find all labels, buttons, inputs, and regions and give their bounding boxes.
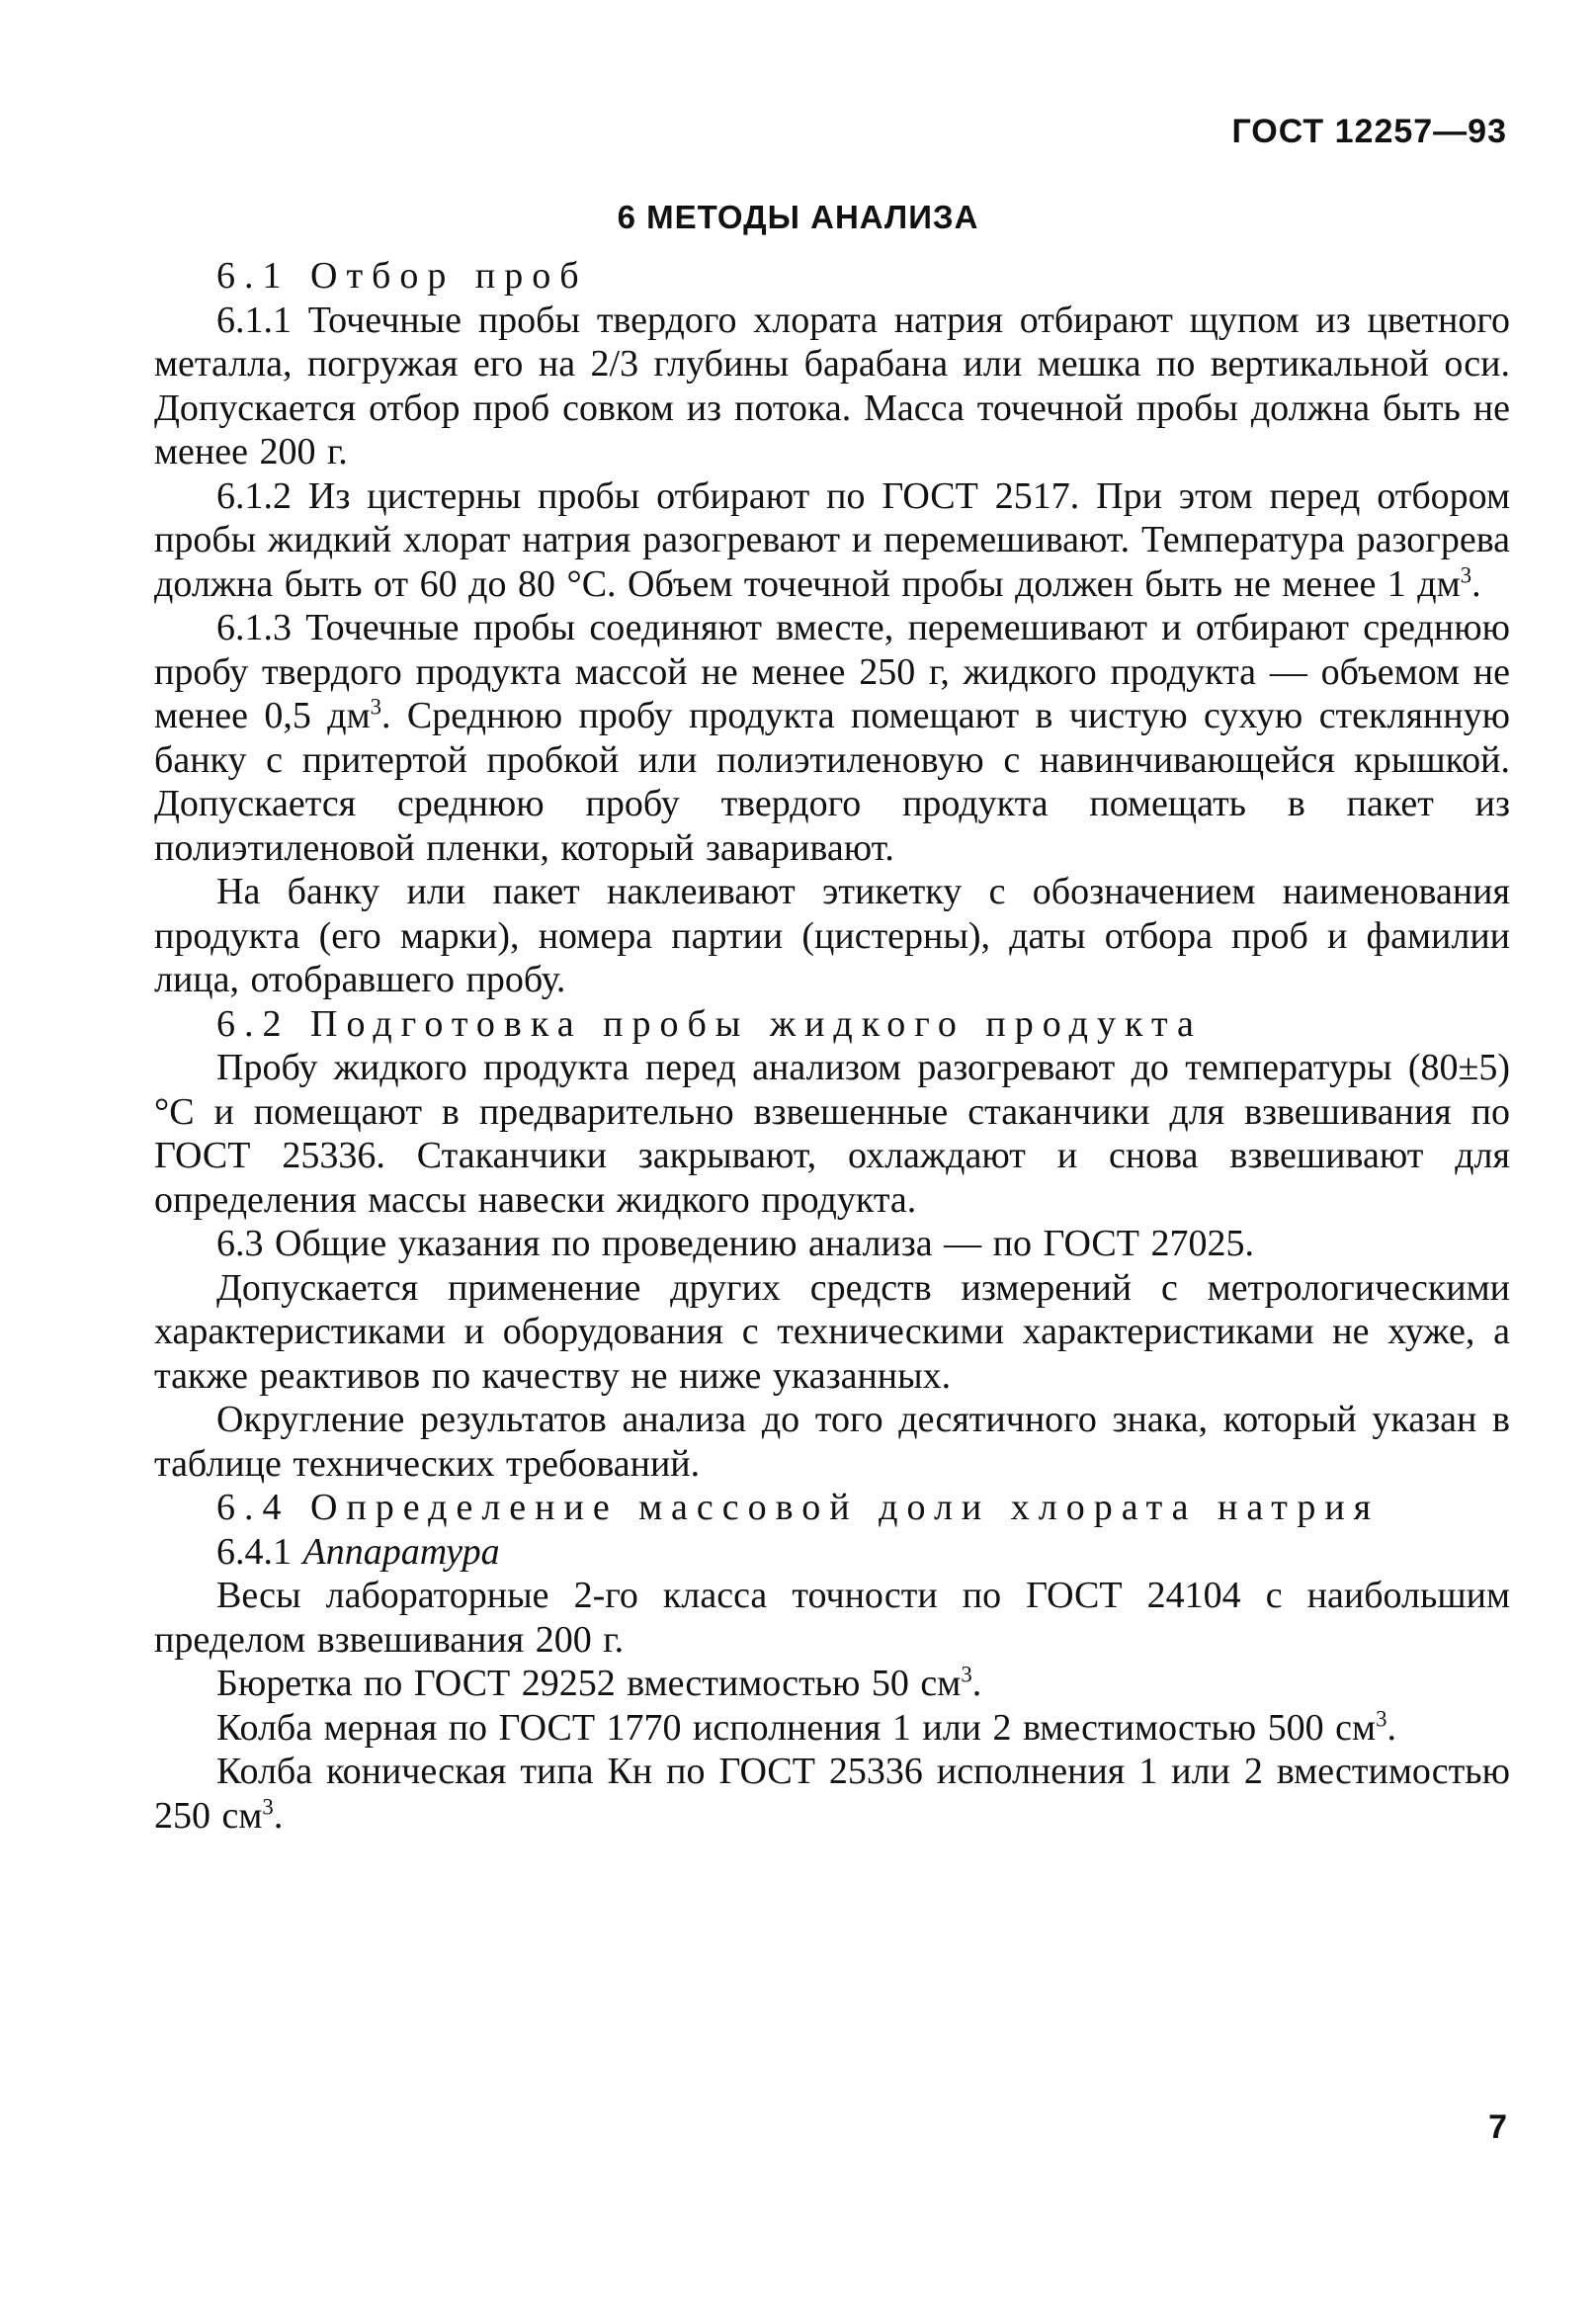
section-title: 6 МЕТОДЫ АНАЛИЗА [617,199,979,235]
paragraph-volumetric-flask-end: . [1386,1706,1396,1749]
subsection-6-1-heading: 6.1 Отбор проб [216,255,588,297]
paragraph-6-1-3 [154,606,1510,870]
paragraph-6-1-2-end: . [1471,562,1481,605]
paragraph-conical-flask [154,1750,1510,1838]
superscript: 3 [1460,561,1472,587]
superscript: 3 [262,1793,274,1819]
paragraph-6-2: Пробу жидкого продукта перед анализом разогревают до температуры (80±5) °С и помещают в предварительно взвешенные стаканчики для взвешивания по ГОСТ 25336. Стаканчики закрывают, охлаждают и снова взвешивают для определения массы навески жидкого продукта. [154,1047,1510,1221]
paragraph-burette-text: Бюретка по ГОСТ 29252 вместимостью 50 см [216,1663,962,1704]
paragraph-scales: Весы лабораторные 2-го класса точности по ГОСТ 24104 с наибольшим пределом взвешивания 200 г. [154,1575,1510,1661]
superscript: 3 [1376,1705,1387,1731]
superscript: 3 [370,694,382,720]
document-body [154,254,1510,1838]
paragraph-label: На банку или пакет наклеивают этикетку с обозначением наименования продукта (его марки), номера партии (цистерны), даты отбора проб и фамилии лица, отобравшего пробу. [154,871,1510,1000]
subsection-6-4-1-heading [154,1530,1510,1575]
paragraph-volumetric-flask [154,1706,1510,1751]
paragraph-burette [154,1662,1510,1706]
subsection-6-4-1-number: 6.4.1 [216,1530,303,1573]
paragraph-6-3: 6.3 Общие указания по проведению анализа — по ГОСТ 27025. [216,1223,1254,1264]
paragraph-6-1-1: 6.1.1 Точечные пробы твердого хлората натрия отбирают щупом из цветного металла, погружая его на 2/3 глубины барабана или мешка по вертикальной оси. Допускается отбор проб совком из потока. Масса точечной пробы должна быть не менее 200 г. [154,299,1510,472]
paragraph-burette-end: . [971,1663,982,1704]
paragraph-6-1-3-text-b: . Среднюю пробу продукта помещают в чистую сухую стеклянную банку с притертой пробкой или полиэтиленовую с навинчивающейся крышкой. Допускается среднюю пробу твердого продукта помещать в пакет из полиэтиленовой пленки, который заваривают. [154,695,1510,869]
standard-header: ГОСТ 12257—93 [1231,113,1507,150]
paragraph-6-1-2-text: 6.1.2 Из цистерны пробы отбирают по ГОСТ 2517. При этом перед отбором пробы жидкий хлорат натрия разогревают и перемешивают. Температура разогрева должна быть от 60 до 80 °С. Объем точечной пробы должен быть не менее 1 дм [154,474,1510,605]
paragraph-6-3-alternatives: Допускается применение других средств измерений с метрологическими характеристиками и оборудования с техническими характеристиками не хуже, а также реактивов по качеству не ниже указанных. [154,1266,1510,1397]
paragraph-6-1-3-text-a: 6.1.3 Точечные пробы соединяют вместе, перемешивают и отбирают среднюю пробу твердого продукта массой не менее 250 г, жидкого продукта — объемом не менее 0,5 дм [154,607,1510,736]
paragraph-volumetric-flask-text: Колба мерная по ГОСТ 1770 исполнения 1 или 2 вместимостью 500 см [216,1706,1377,1749]
subsection-6-2-heading: 6.2 Подготовка пробы жидкого продукта [216,1002,1203,1045]
paragraph-6-1-2 [154,474,1510,607]
paragraph-6-3-rounding: Округление результатов анализа до того десятичного знака, который указан в таблице технических требований. [154,1399,1510,1485]
subsection-6-4-1-title: Аппаратура [302,1530,500,1573]
paragraph-conical-flask-end: . [273,1794,284,1837]
paragraph-conical-flask-text: Колба коническая типа Кн по ГОСТ 25336 исполнения 1 или 2 вместимостью 250 см [154,1751,1510,1837]
subsection-6-4-heading: 6.4 Определение массовой доли хлората натрия [216,1487,1381,1528]
superscript: 3 [961,1662,972,1687]
page-number: 7 [1488,2107,1507,2146]
